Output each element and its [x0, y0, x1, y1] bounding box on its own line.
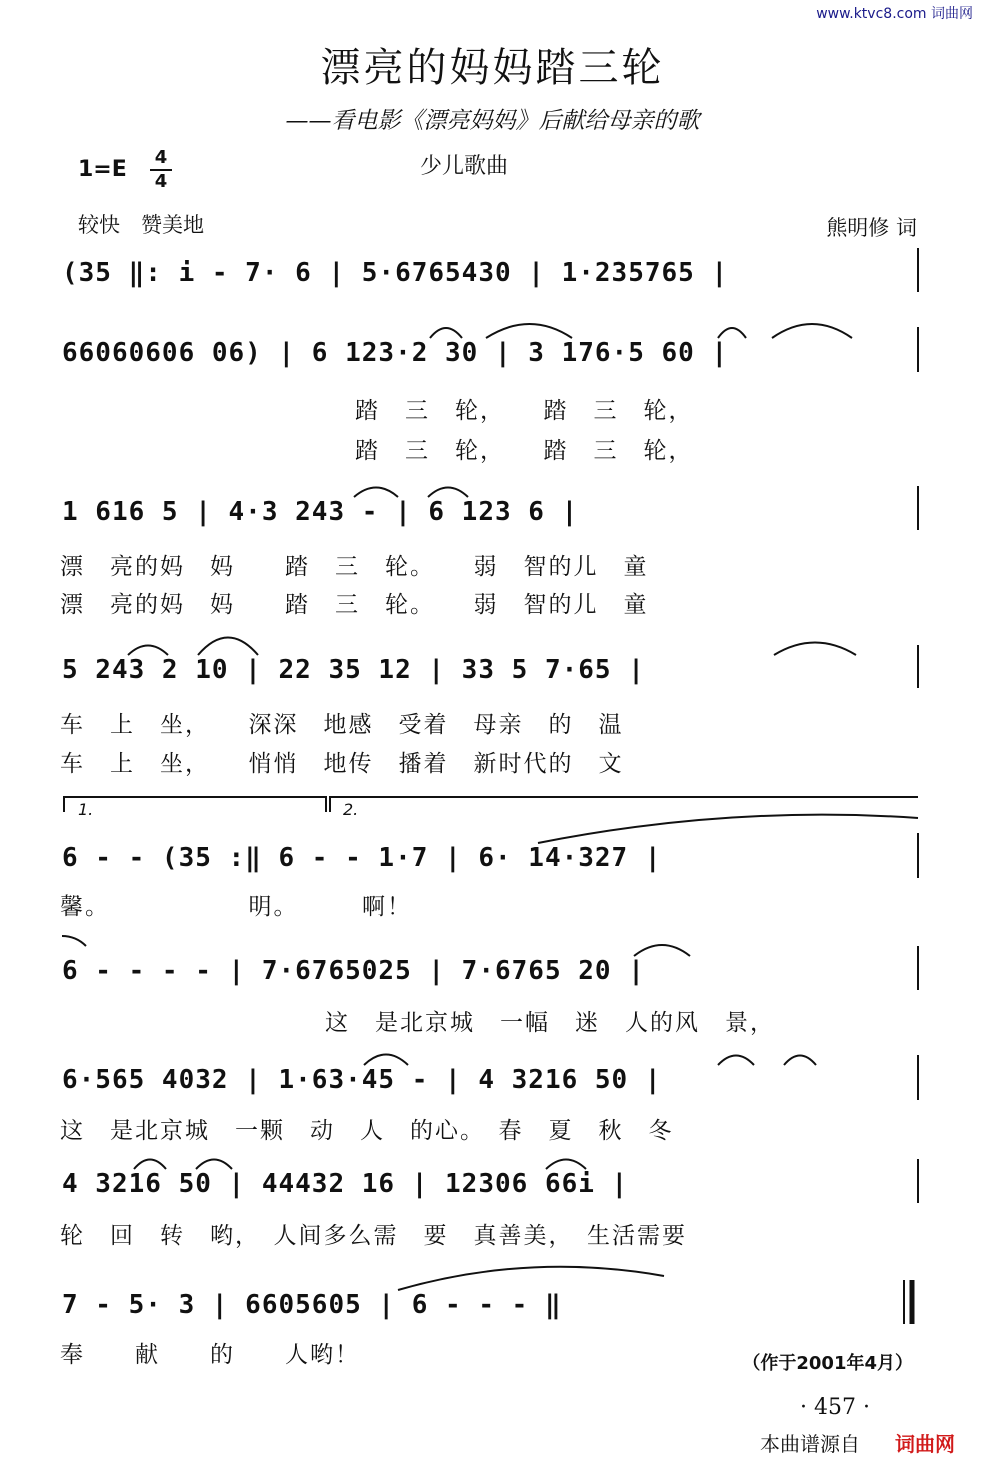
tie: [718, 328, 746, 338]
lyric-line: 奉 献 的 人哟！: [60, 1342, 360, 1368]
key-signature: 1=E: [78, 157, 127, 182]
tempo-marking: 较快 赞美地: [78, 213, 204, 237]
tie: [430, 328, 462, 338]
lyric-line: 车 上 坐， 深深 地感 受着 母亲 的 温: [60, 712, 624, 738]
lyric-line: 这 是北京城 一颗 动 人 的心。 春 夏 秋 冬: [60, 1118, 674, 1144]
score-row: (35 ‖: i - 7· 6 | 5·6765430 | 1·235765 |: [62, 258, 729, 288]
tie: [428, 488, 468, 498]
song-title: 漂亮的妈妈踏三轮: [320, 45, 665, 91]
slur: [62, 936, 86, 946]
slur: [398, 1267, 664, 1290]
composition-date: （作于2001年4月）: [742, 1353, 913, 1374]
lyric-line: 踏 三 轮， 踏 三 轮，: [355, 398, 694, 424]
lyric-line: 轮 回 转 哟， 人间多么需 要 真善美， 生活需要: [60, 1223, 687, 1249]
tie: [128, 646, 168, 656]
time-signature-bottom: 4: [154, 171, 168, 192]
score-row: 5 243 2 10 | 22 35 12 | 33 5 7·65 |: [62, 655, 645, 685]
volta-second-bracket: [330, 797, 918, 812]
time-signature-top: 4: [154, 147, 168, 168]
lyric-line: 踏 三 轮， 踏 三 轮，: [355, 438, 694, 464]
tie: [718, 1056, 754, 1066]
lyric-line: 漂 亮的妈 妈 踏 三 轮。 弱 智的儿 童: [60, 592, 649, 618]
slur: [486, 324, 572, 338]
song-genre: 少儿歌曲: [420, 154, 509, 179]
lyricist-credit: 熊明修 词: [826, 216, 917, 240]
score-row: 1 616 5 | 4·3 243 - | 6 123 6 |: [62, 497, 579, 527]
page-number: · 457 ·: [800, 1395, 870, 1420]
tie: [546, 1160, 586, 1170]
score-row: 6·565 4032 | 1·63·45 - | 4 3216 50 |: [62, 1065, 662, 1095]
volta-first: 1.: [78, 800, 94, 819]
lyric-line: 漂 亮的妈 妈 踏 三 轮。 弱 智的儿 童: [60, 554, 649, 580]
tie: [634, 945, 690, 956]
lyric-line: 这 是北京城 一幅 迷 人的风 景，: [325, 1010, 775, 1036]
tie: [134, 1160, 166, 1170]
footer-site: 词曲网: [895, 1432, 955, 1456]
tie: [196, 1160, 232, 1170]
score-row: 7 - 5· 3 | 6605605 | 6 - - - ‖: [62, 1290, 562, 1320]
lyric-line: 车 上 坐， 悄悄 地传 播着 新时代的 文: [60, 751, 624, 777]
footer-source: 本曲谱源自: [760, 1432, 860, 1456]
volta-first-bracket: [64, 797, 326, 812]
tie: [354, 488, 398, 498]
lyric-line: 馨。 明。 啊！: [60, 894, 412, 920]
score-row: 66060606 06) | 6 123·2 30 | 3 176·5 60 |: [62, 338, 729, 368]
score-row: 4 3216 50 | 44432 16 | 12306 66i |: [62, 1169, 629, 1199]
score-row: 6 - - - - | 7·6765025 | 7·6765 20 |: [62, 956, 645, 986]
score-row: 6 - - (35 :‖ 6 - - 1·7 | 6· 14·327 |: [62, 843, 662, 873]
song-subtitle: ——看电影《漂亮妈妈》后献给母亲的歌: [285, 108, 700, 134]
tie: [784, 1056, 816, 1066]
volta-second: 2.: [343, 800, 359, 819]
slur: [538, 815, 918, 843]
slur: [772, 324, 852, 338]
slur: [774, 643, 856, 656]
site-header: www.ktvc8.com 词曲网: [816, 6, 973, 22]
tie: [364, 1055, 408, 1066]
slur: [198, 638, 258, 656]
